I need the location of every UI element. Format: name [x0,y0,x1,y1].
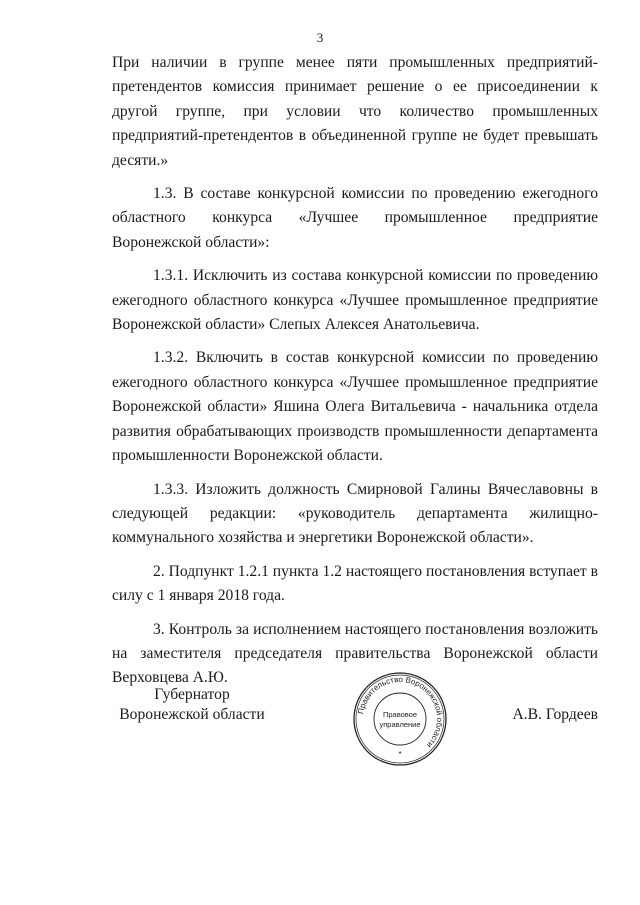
paragraph-1-3-3: 1.3.3. Изложить должность Смирновой Галины Вячеславовны в следующей редакции: «руководитель департамента жилищно-коммунального хозяйства и энергетики Воронежской области». [112,480,598,547]
seal-outer-text: Правительство Воронежской области [356,674,445,750]
paragraph-1-3-1: 1.3.1. Исключить из состава конкурсной комиссии по проведению ежегодного областного конкурса «Лучшее промышленное предприятие Воронежской области» Слепых Алексея Анатольевича. [112,267,598,334]
signatory-position [112,685,272,725]
seal-inner-line-2: управление [379,720,421,729]
paragraph-1-3: 1.3. В составе конкурсной комиссии по проведению ежегодного областного конкурса «Лучшее промышленное предприятие Воронежской области»: [112,185,598,251]
official-seal-stamp [352,671,448,767]
signature-block [112,674,598,773]
position-line-1: Губернатор [154,686,230,703]
document-body [112,51,598,700]
paragraph-continuation: При наличии в группе менее пяти промышленных предприятий-претендентов комиссия принимает решение о ее присоединении к другой группе, при условии что количество промышленных предприятий-претендентов в объединенной группе не будет превышать десяти.» [112,54,598,169]
page-number: 3 [316,30,324,45]
position-line-2: Воронежской области [119,706,265,723]
paragraph-2: 2. Подпункт 1.2.1 пункта 1.2 настоящего постановления вступает в силу с 1 января 2018 года. [112,562,598,605]
seal-star-mark: * [398,750,402,759]
paragraph-3: 3. Контроль за исполнением настоящего постановления возложить на заместителя председателя правительства Воронежской области Верховцева А.Ю. [112,620,598,687]
seal-inner-line-1: Правовое [382,710,418,719]
paragraph-1-3-2: 1.3.2. Включить в состав конкурсной комиссии по проведению ежегодного областного конкурса «Лучшее промышленное предприятие Воронежской области» Яшина Олега Витальевича - начальника отдела развития обрабатывающих производств промышленности департамента промышленности Воронежской области. [112,349,598,465]
signatory-name: А.В. Гордеев [512,706,598,723]
